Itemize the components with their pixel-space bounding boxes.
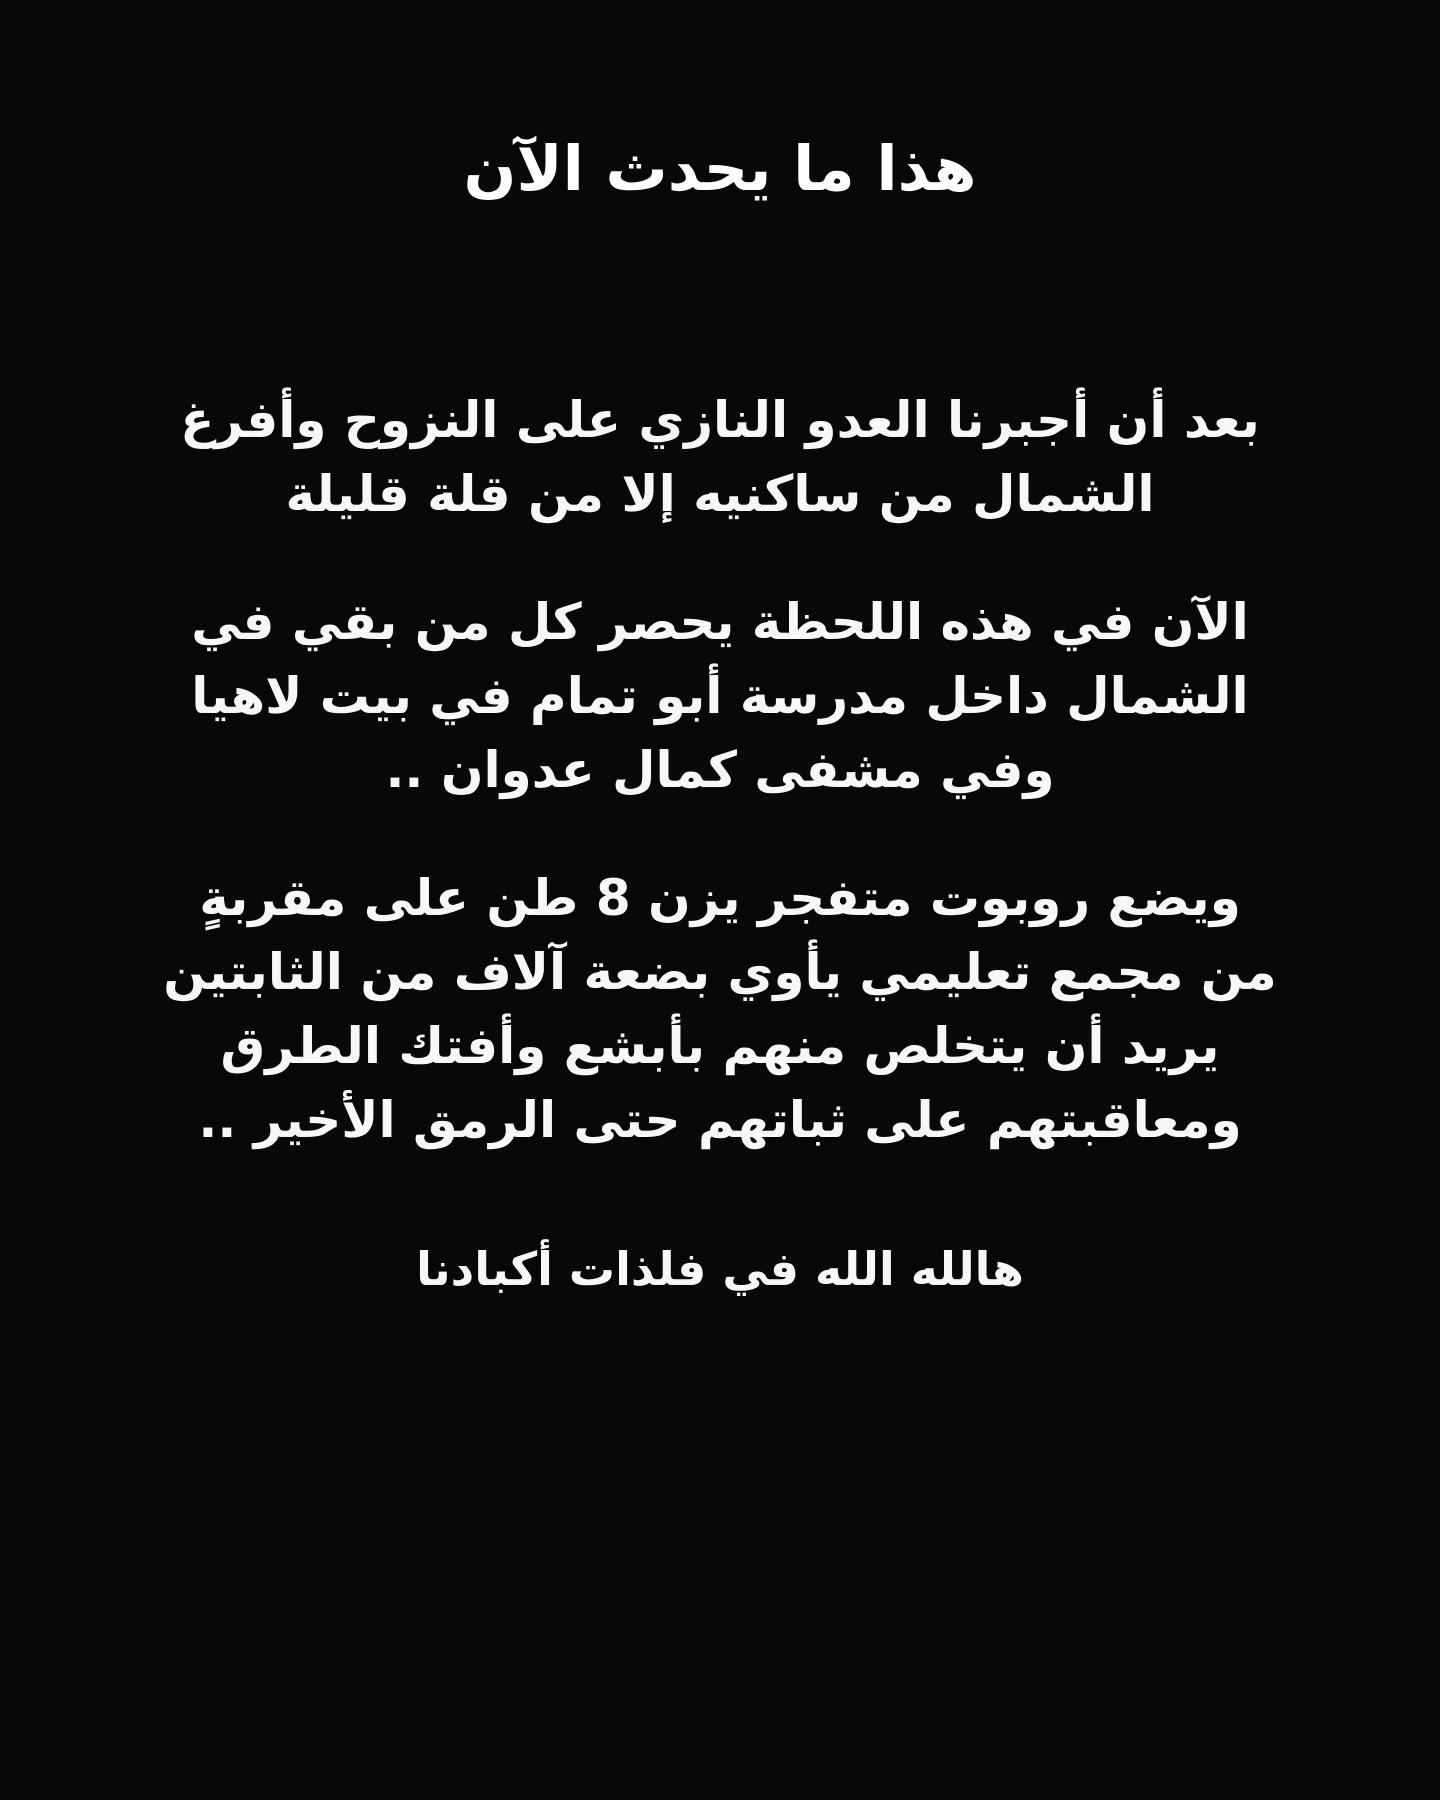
paragraph-1: بعد أن أجبرنا العدو النازي على النزوح وأفرغ الشمال من ساكنيه إلا من قلة قليلة [180,390,1260,523]
page-title: هذا ما يحدث الآن [463,132,977,205]
post-body [130,383,1310,1303]
paragraph-4: هالله الله في فلذات أكبادنا [416,1241,1024,1296]
paragraph-3: ويضع روبوت متفجر يزن 8 طن على مقربةٍ من مجمع تعليمي يأوي بضعة آلاف من الثابتين يريد أن يتخلص منهم بأبشع وأفتك الطرق ومعاقبتهم على ثباتهم حتى الرمق الأخير .. [163,868,1277,1149]
paragraph-2: الآن في هذه اللحظة يحصر كل من بقي في الشمال داخل مدرسة أبو تمام في بيت لاهيا وفي مشفى كمال عدوان .. [191,592,1249,799]
